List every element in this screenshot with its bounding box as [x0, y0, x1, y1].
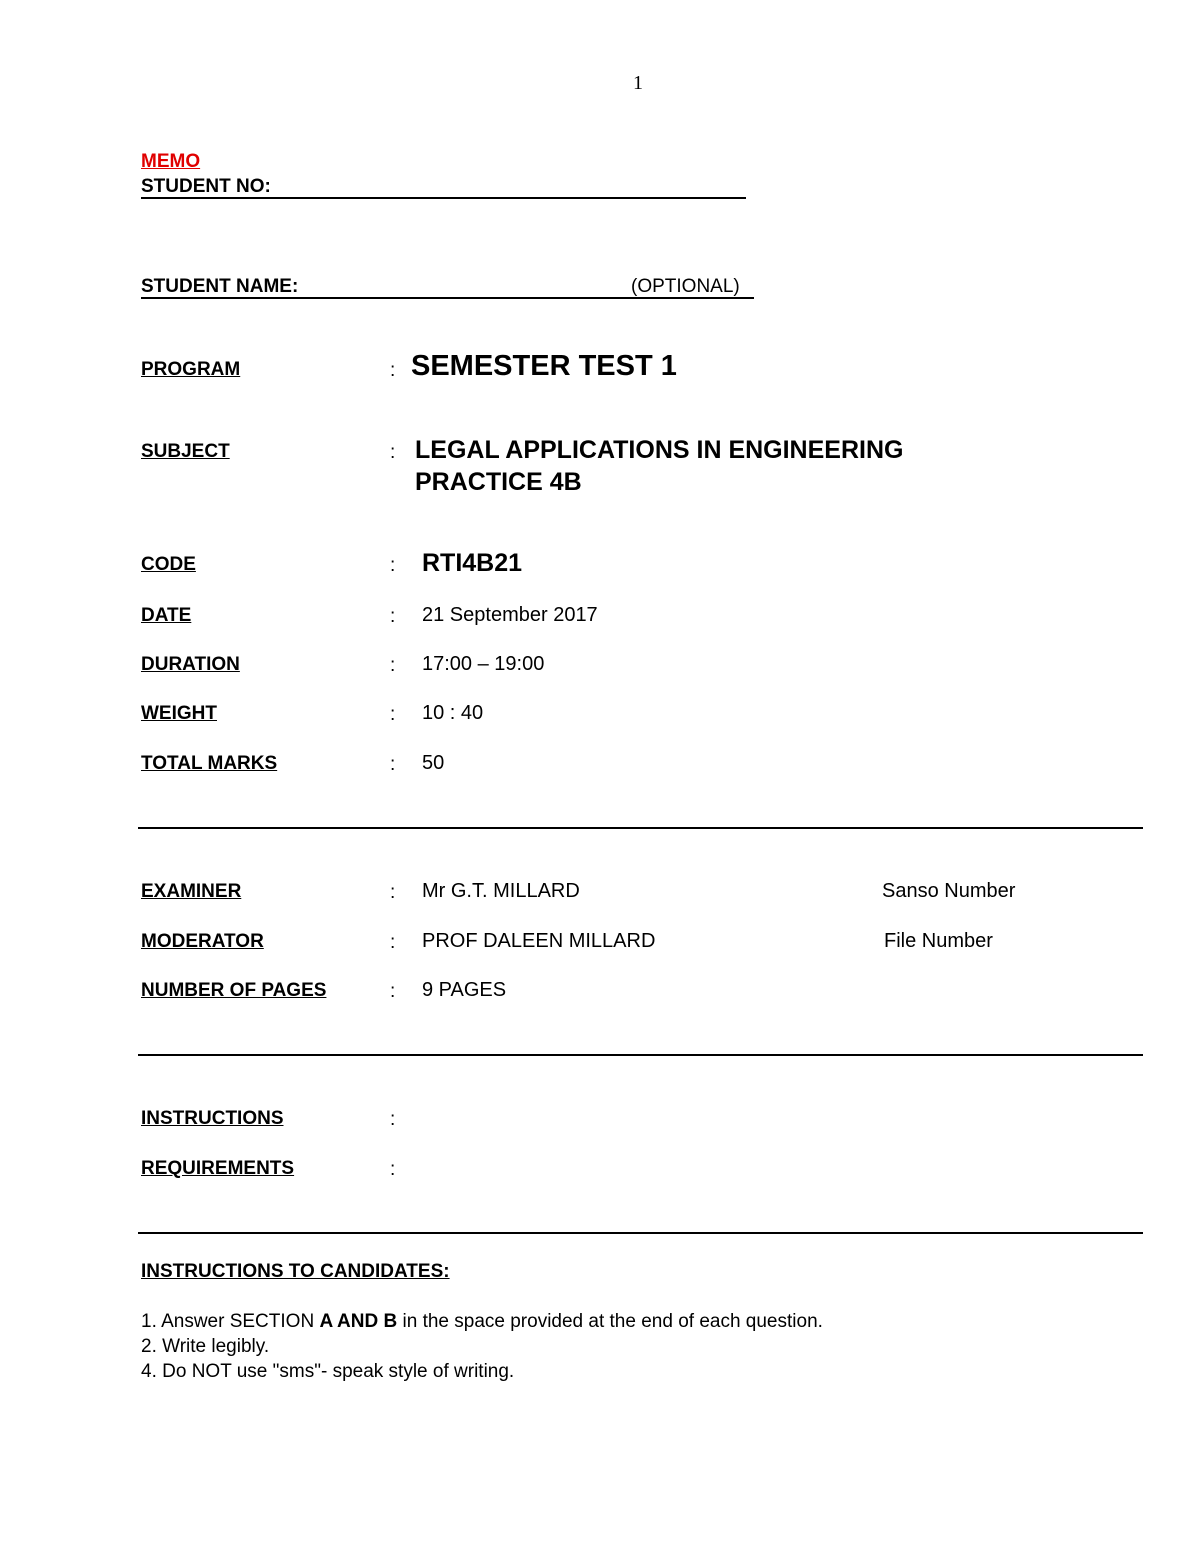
instruction-1-post: in the space provided at the end of each question. [397, 1311, 823, 1332]
total-marks-label: TOTAL MARKS [141, 753, 278, 774]
subject-value-line1: LEGAL APPLICATIONS IN ENGINEERING [415, 436, 904, 464]
requirements-colon: : [390, 1159, 396, 1180]
instructions-label: INSTRUCTIONS [141, 1108, 284, 1129]
program-colon: : [390, 360, 396, 381]
pages-colon: : [390, 981, 396, 1002]
sanso-number-label: Sanso Number [882, 880, 1016, 902]
duration-colon: : [390, 655, 396, 676]
divider-2 [138, 1054, 1143, 1056]
date-colon: : [390, 606, 396, 627]
instruction-1-pre: 1. Answer SECTION [141, 1311, 320, 1332]
moderator-value: PROF DALEEN MILLARD [422, 930, 656, 952]
divider-1 [138, 827, 1143, 829]
subject-value-line2: PRACTICE 4B [415, 468, 582, 496]
optional-label: (OPTIONAL) [631, 276, 740, 297]
moderator-colon: : [390, 932, 396, 953]
duration-value: 17:00 – 19:00 [422, 653, 545, 675]
instructions-colon: : [390, 1109, 396, 1130]
requirements-label: REQUIREMENTS [141, 1158, 295, 1179]
code-value: RTI4B21 [422, 549, 523, 577]
subject-label: SUBJECT [141, 441, 230, 462]
instruction-1-bold: A AND B [319, 1311, 398, 1332]
moderator-label: MODERATOR [141, 931, 264, 952]
pages-value: 9 PAGES [422, 979, 507, 1001]
total-marks-value: 50 [422, 752, 445, 774]
page-number: 1 [633, 72, 643, 94]
candidates-heading: INSTRUCTIONS TO CANDIDATES: [141, 1261, 450, 1282]
code-label: CODE [141, 554, 196, 575]
student-name-label: STUDENT NAME: [141, 276, 299, 297]
weight-colon: : [390, 704, 396, 725]
examiner-colon: : [390, 882, 396, 903]
instruction-item-3: 4. Do NOT use "sms"- speak style of writing. [141, 1361, 515, 1382]
code-colon: : [390, 555, 396, 576]
file-number-label: File Number [884, 930, 993, 952]
program-value: SEMESTER TEST 1 [411, 350, 677, 382]
program-label: PROGRAM [141, 359, 241, 380]
subject-colon: : [390, 442, 396, 463]
weight-label: WEIGHT [141, 703, 217, 724]
instruction-item-1 [141, 1311, 823, 1333]
divider-3 [138, 1232, 1143, 1234]
instruction-item-2: 2. Write legibly. [141, 1336, 270, 1357]
date-label: DATE [141, 605, 192, 626]
examiner-value: Mr G.T. MILLARD [422, 880, 580, 902]
examiner-label: EXAMINER [141, 881, 242, 902]
date-value: 21 September 2017 [422, 604, 598, 626]
duration-label: DURATION [141, 654, 240, 675]
weight-value: 10 : 40 [422, 702, 484, 724]
pages-label: NUMBER OF PAGES [141, 980, 327, 1001]
total-marks-colon: : [390, 754, 396, 775]
student-no-label: STUDENT NO: [141, 176, 271, 197]
memo-label: MEMO [141, 151, 201, 172]
student-no-line [141, 197, 746, 199]
